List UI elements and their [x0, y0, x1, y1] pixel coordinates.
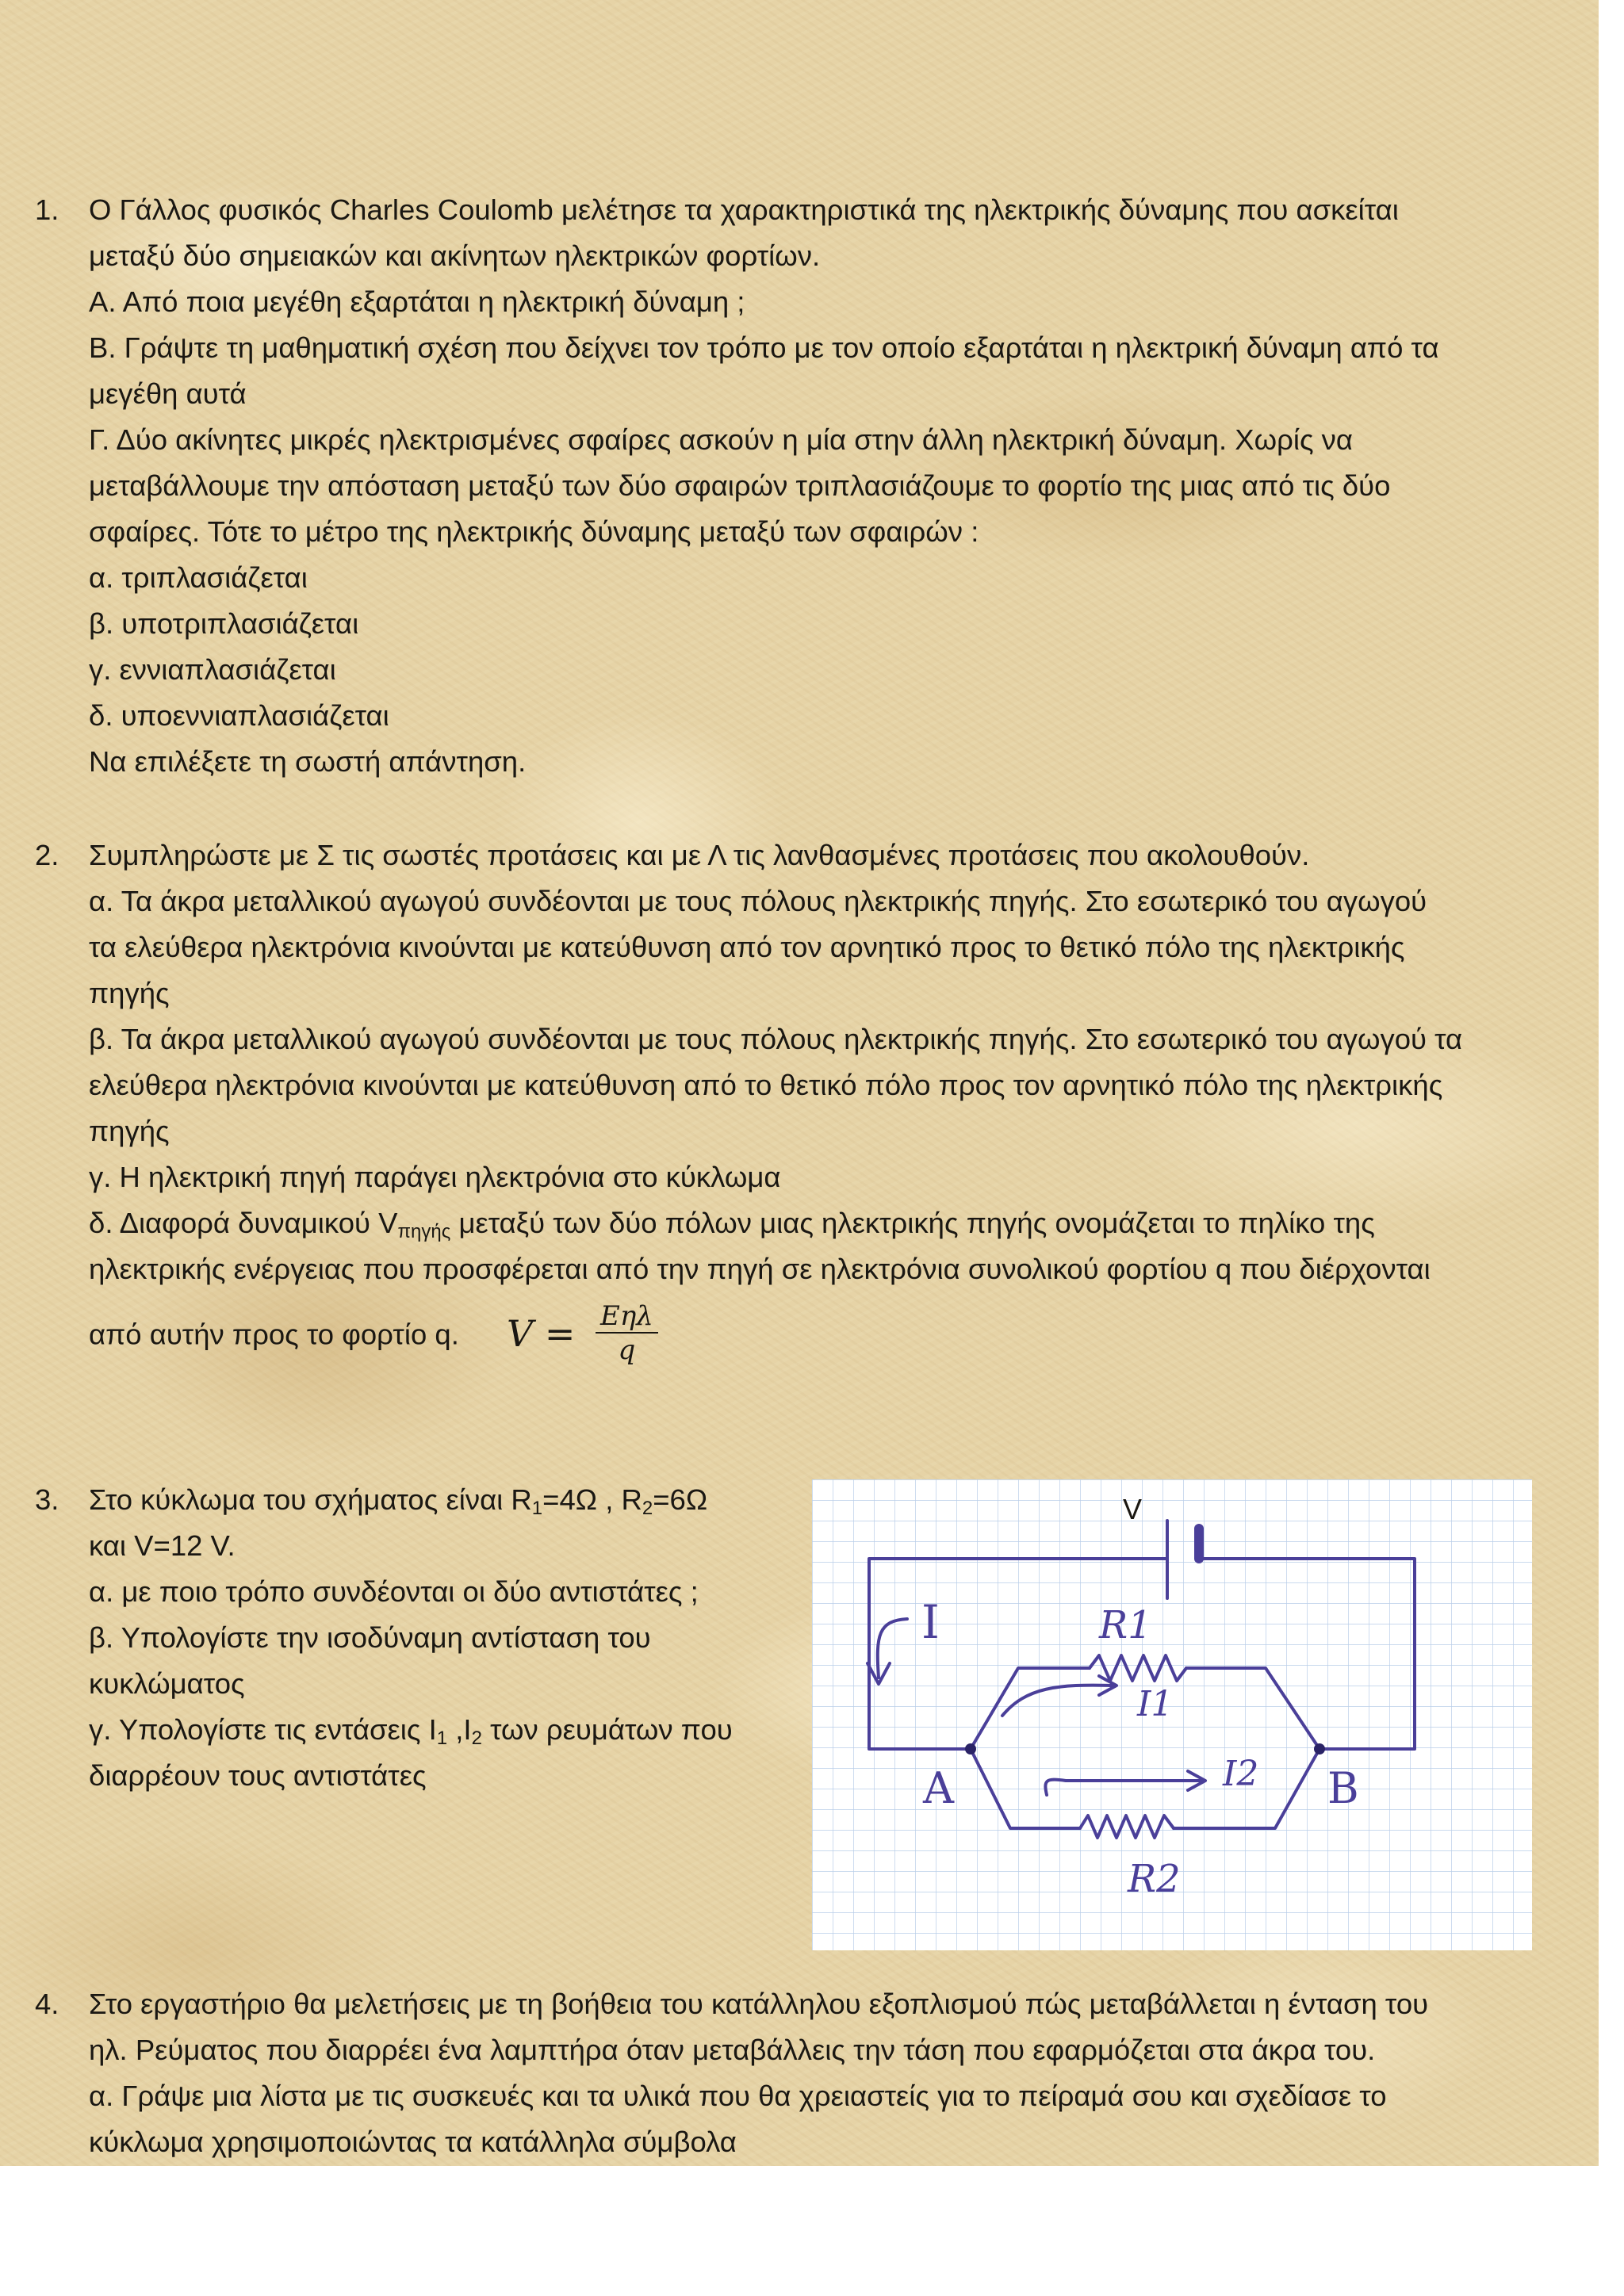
question-number: 2. [35, 839, 59, 871]
answer-option: β. υποτριπλασιάζεται [89, 607, 359, 640]
subscript: πηγής [397, 1221, 451, 1242]
text-line: Γ. Δύο ακίνητες μικρές ηλεκτρισμένες σφαίρες ασκούν η μία στην άλλη ηλεκτρική δύναμη. Χωρίς να [89, 423, 1354, 456]
voltage-formula [507, 1300, 658, 1367]
label-r2: R2 [1128, 1857, 1181, 1901]
subscript: 2 [471, 1728, 482, 1749]
text-line [89, 1477, 802, 1523]
text-fragment: από αυτήν προς το φορτίο q. [89, 1318, 459, 1351]
text-fragment: Στο κύκλωμα του σχήματος είναι R [89, 1483, 532, 1516]
text-fragment: δ. Διαφορά δυναμικού V [89, 1207, 398, 1239]
node-b-dot [1314, 1743, 1325, 1755]
subscript: 2 [642, 1498, 653, 1519]
label-r1: R1 [1099, 1603, 1152, 1647]
text-fragment: των ρευμάτων που [481, 1713, 733, 1746]
text-line: πηγής [89, 1115, 170, 1147]
question-body [89, 1477, 802, 1799]
text-line: β. Τα άκρα μεταλλικού αγωγού συνδέονται με τους πόλους ηλεκτρικής πηγής. Στο εσωτερικό του αγωγού τα [89, 1023, 1463, 1055]
text-line: α. με ποιο τρόπο συνδέονται οι δύο αντιστάτες ; [89, 1575, 699, 1608]
text-line [89, 1200, 1462, 1246]
formula-fraction [596, 1300, 658, 1367]
text-line: Α. Από ποια μεγέθη εξαρτάται η ηλεκτρική δύναμη ; [89, 285, 745, 318]
text-line: τα ελεύθερα ηλεκτρόνια κινούνται με κατεύθυνση από τον αρνητικό προς το θετικό πόλο της ηλεκτρικής [89, 931, 1405, 963]
text-line: ηλ. Ρεύματος που διαρρέει ένα λαμπτήρα όταν μεταβάλλεις την τάση που εφαρμόζεται στα άκρα του. [89, 2034, 1376, 2066]
circuit-diagram [812, 1479, 1532, 1950]
text-line: ηλεκτρικής ενέργειας που προσφέρεται από την πηγή σε ηλεκτρόνια συνολικού φορτίου q που διέρχονται [89, 1253, 1431, 1285]
answer-option: δ. υποεννιαπλασιάζεται [89, 699, 389, 732]
question-1 [35, 187, 1439, 785]
text-line: μεταξύ δύο σημειακών και ακίνητων ηλεκτρικών φορτίων. [89, 239, 821, 272]
question-2 [35, 832, 1462, 1370]
text-line: Β. Γράψτε τη μαθηματική σχέση που δείχνει τον τρόπο με τον οποίο εξαρτάται η ηλεκτρική δύναμη από τα [89, 331, 1439, 364]
label-i1: I1 [1137, 1684, 1174, 1724]
text-line: Στο εργαστήριο θα μελετήσεις με τη βοήθεια του κατάλληλου εξοπλισμού πώς μεταβάλλεται η ένταση του [89, 1988, 1429, 2020]
formula-line [89, 1300, 1462, 1370]
text-line: Συμπληρώστε με Σ τις σωστές προτάσεις και με Λ τις λανθασμένες προτάσεις που ακολουθούν. [89, 839, 1310, 871]
subscript: 1 [531, 1498, 543, 1519]
label-b: B [1327, 1763, 1359, 1813]
text-line: πηγής [89, 977, 170, 1009]
question-number: 3. [35, 1483, 59, 1516]
text-fragment: μεταξύ των δύο πόλων μιας ηλεκτρικής πηγής ονομάζεται το πηλίκο της [450, 1207, 1375, 1239]
label-a: A [923, 1763, 954, 1813]
label-v: V [1123, 1493, 1143, 1525]
text-line: α. Τα άκρα μεταλλικού αγωγού συνδέονται με τους πόλους ηλεκτρικής πηγής. Στο εσωτερικό του αγωγού [89, 885, 1427, 917]
text-line [89, 1707, 802, 1753]
text-line: σφαίρες. Τότε το μέτρο της ηλεκτρικής δύναμης μεταξύ των σφαιρών : [89, 515, 979, 548]
question-3 [35, 1477, 802, 1799]
answer-option: γ. εννιαπλασιάζεται [89, 653, 336, 686]
subscript: 1 [436, 1728, 448, 1749]
text-line: μεταβάλλουμε την απόσταση μεταξύ των δύο σφαιρών τριπλασιάζουμε το φορτίο της μιας από τις δύο [89, 469, 1391, 502]
text-line: Ο Γάλλος φυσικός Charles Coulomb μελέτησε τα χαρακτηριστικά της ηλεκτρικής δύναμης που ασκείται [89, 193, 1399, 226]
text-line: β. Υπολογίστε την ισοδύναμη αντίσταση του [89, 1621, 651, 1654]
text-line: Να επιλέξετε τη σωστή απάντηση. [89, 745, 527, 778]
question-number: 4. [35, 1988, 59, 2020]
text-line: και V=12 V. [89, 1529, 236, 1562]
question-4 [35, 1981, 1428, 2165]
text-line: γ. Η ηλεκτρική πηγή παράγει ηλεκτρόνια στο κύκλωμα [89, 1161, 781, 1193]
node-a-dot [965, 1743, 976, 1755]
text-line: κυκλώματος [89, 1667, 245, 1700]
label-i2: I2 [1223, 1754, 1259, 1794]
question-body [89, 187, 1439, 785]
formula-numerator: Eηλ [596, 1300, 658, 1334]
text-line: α. Γράψε μια λίστα με τις συσκευές και τα υλικά που θα χρειαστείς για το πείραμά σου και σχεδίασε το [89, 2080, 1387, 2112]
label-i: I [921, 1595, 940, 1649]
text-line: κύκλωμα χρησιμοποιώντας τα κατάλληλα σύμβολα [89, 2126, 737, 2158]
formula-lhs: V = [507, 1312, 576, 1355]
question-body [89, 832, 1462, 1370]
text-fragment: =6Ω [653, 1483, 708, 1516]
text-line: διαρρέουν τους αντιστάτες [89, 1759, 427, 1792]
text-line: μεγέθη αυτά [89, 377, 247, 410]
question-number: 1. [35, 193, 59, 226]
text-line: ελεύθερα ηλεκτρόνια κινούνται με κατεύθυνση από το θετικό πόλο προς τον αρνητικό πόλο της ηλεκτρικής [89, 1069, 1443, 1101]
question-body [89, 1981, 1428, 2165]
text-fragment: γ. Υπολογίστε τις εντάσεις I [89, 1713, 437, 1746]
text-fragment: ,I [447, 1713, 472, 1746]
formula-denominator: q [618, 1334, 636, 1366]
answer-option: α. τριπλασιάζεται [89, 561, 308, 594]
text-fragment: =4Ω , R [542, 1483, 642, 1516]
